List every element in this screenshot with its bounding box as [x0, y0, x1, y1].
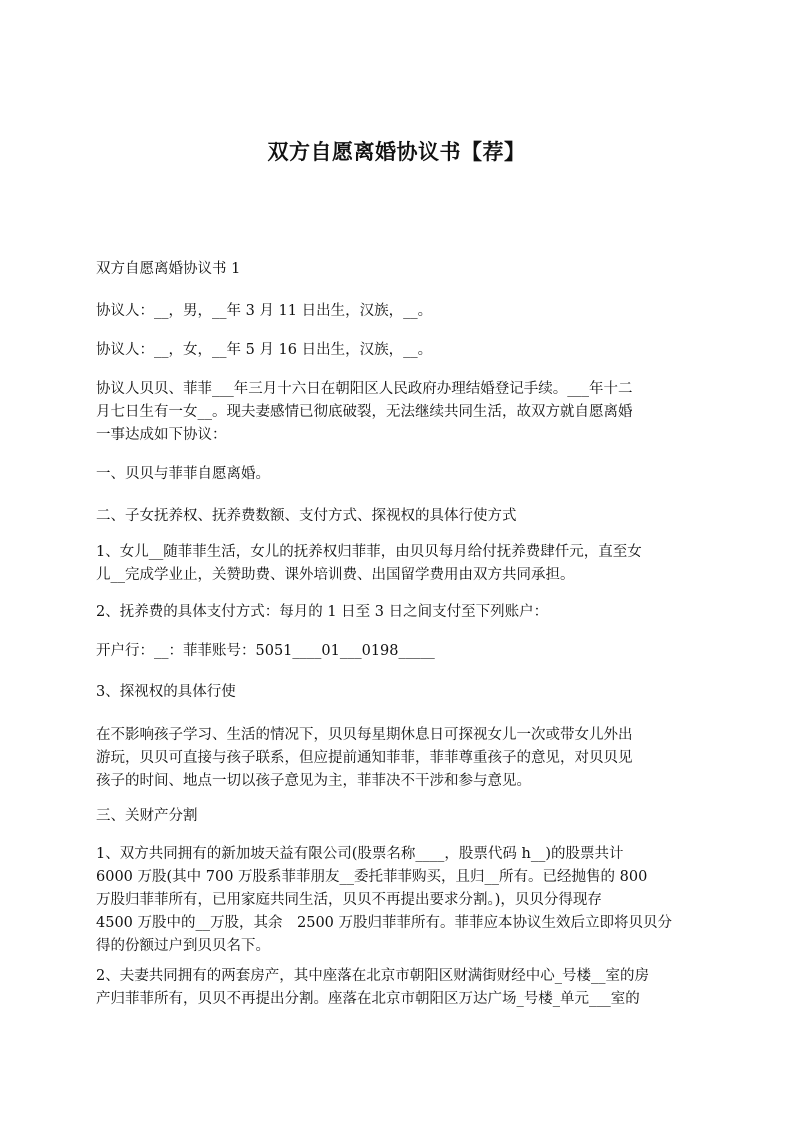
clause-2-1	[96, 541, 696, 587]
text-line: 孩子的时间、地点一切以孩子意见为主，菲菲决不干涉和参与意见。	[96, 773, 531, 789]
text-line: 产归菲菲所有，贝贝不再提出分割。座落在北京市朝阳区万达广场_号楼_单元___室的	[96, 991, 640, 1007]
clause-1: 一、贝贝与菲菲自愿离婚。	[96, 466, 270, 482]
text-line: 6000 万股(其中 700 万股系菲菲朋友__委托菲菲购买，且归__所有。已经抛售的 800	[96, 869, 648, 885]
text-line: 儿__完成学业止，关赞助费、课外培训费、出国留学费用由双方共同承担。	[96, 567, 575, 583]
document-title: 双方自愿离婚协议书【荐】	[267, 140, 526, 164]
text-line: 2、夫妻共同拥有的两套房产，其中座落在北京市朝阳区财满街财经中心_号楼__室的房	[96, 968, 649, 984]
clause-3-2	[96, 965, 696, 1011]
visitation-paragraph	[96, 724, 696, 793]
clause-2-2: 2、抚养费的具体支付方式：每月的 1 日至 3 日之间支付至下列账户：	[96, 604, 549, 620]
party-line-1: 协议人：__，男，__年 3 月 11 日出生，汉族，__。	[96, 303, 433, 319]
text-line: 一事达成如下协议：	[96, 427, 227, 443]
clause-2-heading: 二、子女抚养权、抚养费数额、支付方式、探视权的具体行使方式	[96, 508, 517, 524]
text-line: 得的份额过户到贝贝名下。	[96, 938, 270, 954]
intro-paragraph	[96, 378, 696, 447]
section-heading: 双方自愿离婚协议书 1	[96, 261, 241, 277]
text-line: 1、双方共同拥有的新加坡天益有限公司(股票名称____，股票代码 h__)的股票共计	[96, 846, 624, 862]
text-line: 月七日生有一女__。现夫妻感情已彻底破裂，无法继续共同生活，故双方就自愿离婚	[96, 404, 633, 420]
text-line: 4500 万股中的__万股，其余 2500 万股归菲菲所有。菲菲应本协议生效后立即将贝贝分	[96, 915, 673, 931]
text-line: 万股归菲菲所有，已用家庭共同生活，贝贝不再提出要求分割。)，贝贝分得现存	[96, 892, 602, 908]
clause-3-1	[96, 843, 696, 958]
bank-account-line: 开户行：__：菲菲账号：5051____01___0198_____	[96, 643, 435, 659]
text-line: 在不影响孩子学习、生活的情况下，贝贝每星期休息日可探视女儿一次或带女儿外出	[96, 727, 633, 743]
clause-2-3: 3、探视权的具体行使	[96, 684, 236, 700]
clause-3-heading: 三、关财产分割	[96, 808, 198, 824]
text-line: 游玩，贝贝可直接与孩子联系，但应提前通知菲菲，菲菲尊重孩子的意见，对贝贝见	[96, 750, 633, 766]
party-line-2: 协议人：__，女，__年 5 月 16 日出生，汉族，__。	[96, 342, 433, 358]
text-line: 协议人贝贝、菲菲___年三月十六日在朝阳区人民政府办理结婚登记手续。___年十二	[96, 381, 633, 397]
text-line: 1、女儿__随菲菲生活，女儿的抚养权归菲菲，由贝贝每月给付抚养费肆仟元，直至女	[96, 544, 642, 560]
